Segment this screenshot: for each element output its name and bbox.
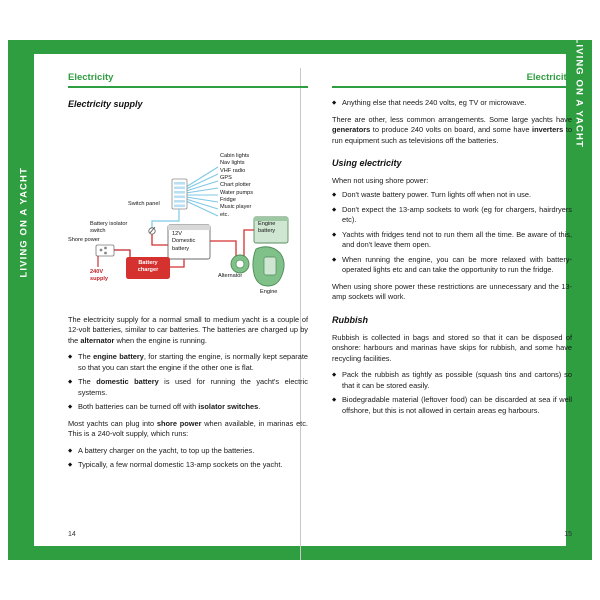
running-head-left: Electricity <box>68 72 114 83</box>
list-item: ◆ The engine battery, for starting the engine, is normally kept separate so that you can start the engine if the other one is flat. <box>68 352 308 373</box>
page-number-right: 15 <box>564 531 572 538</box>
list-item: ◆ Pack the rubbish as tightly as possible (squash tins and cartons) so that it can be stored easily. <box>332 370 572 391</box>
list-item: ◆ Typically, a few normal domestic 13-amp sockets on the yacht. <box>68 460 308 471</box>
list-item: ◆ Anything else that needs 240 volts, eg TV or microwave. <box>332 98 572 109</box>
diagram-label-appliances: Cabin lights Nav lights VHF radio GPS Chart plotter Water pumps Fridge Music player etc. <box>220 152 254 218</box>
list-item: ◆ Yachts with fridges tend not to run them all the time. Be aware of this, and don't leave them open. <box>332 230 572 251</box>
paragraph-generators-inverters: There are other, less common arrangements. Some large yachts have generators to produce 240 volts on board, and some have inverters to run equipment such as televisions off the batteries. <box>332 114 572 145</box>
section-title-electricity-supply: Electricity supply <box>68 99 143 109</box>
paragraph-shore-power: Most yachts can plug into shore power when available, in marinas etc. This is a 240-volt supply, which runs: <box>68 418 308 439</box>
left-page-body <box>68 98 308 477</box>
running-head-right: Electricity <box>526 72 572 83</box>
diagram-label-switch-panel: Switch panel <box>128 200 160 207</box>
diagram-label-shore-power: Shore power <box>68 236 100 243</box>
diagram-label-alternator: Alternator <box>218 272 243 279</box>
bullet-list-using-electricity <box>332 190 572 276</box>
side-tab-right-label: LIVING ON A YACHT <box>573 37 585 148</box>
bullet-list-shore-power-runs <box>68 446 308 471</box>
side-tab-left-label: LIVING ON A YACHT <box>18 167 30 278</box>
paragraph-not-using-shore-power: When not using shore power: <box>332 175 429 185</box>
diagram-label-battery-charger: Battery charger <box>137 259 159 274</box>
list-item: ◆ A battery charger on the yacht, to top up the batteries. <box>68 446 308 457</box>
list-item: ◆ The domestic battery is used for running the yacht's electric systems. <box>68 377 308 398</box>
section-title-using-electricity: Using electricity <box>332 158 402 169</box>
list-item: ◆ When running the engine, you can be more relaxed with battery-operated lights etc and can take the opportunity to run the fridge. <box>332 255 572 276</box>
diagram-label-engine: Engine <box>260 288 278 295</box>
green-frame <box>8 37 592 560</box>
bullet-list-continued <box>332 98 572 109</box>
paragraph-shore-power-restrictions: When using shore power these restrictions are unnecessary and the 13-amp sockets will work. <box>332 281 572 302</box>
right-page-body <box>332 98 572 422</box>
electricity-supply-diagram <box>68 117 308 309</box>
bullet-list-rubbish <box>332 370 572 416</box>
list-item: ◆ Biodegradable material (leftover food) can be discarded at sea if well offshore, but this is not allowed in certain areas eg harbours. <box>332 395 572 416</box>
header-rule-right <box>332 86 572 88</box>
list-item: ◆ Don't waste battery power. Turn lights off when not in use. <box>332 190 572 201</box>
diagram-label-240v-supply: 240V supply <box>90 268 109 283</box>
list-item: ◆ Don't expect the 13-amp sockets to work (eg for chargers, hairdryers etc). <box>332 205 572 226</box>
side-tab-left <box>8 40 34 560</box>
paragraph-supply-overview: The electricity supply for a normal small to medium yacht is a couple of 12-volt batteries, similar to car batteries. The batteries are charged up by the alternator when the engine is running. <box>68 314 308 345</box>
page-paper <box>34 54 572 546</box>
header-rule-left <box>68 86 308 88</box>
diagram-label-engine-battery: Engine battery <box>258 220 276 235</box>
bullet-list-batteries <box>68 352 308 413</box>
diagram-label-domestic-battery: 12V Domestic battery <box>172 230 196 252</box>
section-title-rubbish: Rubbish <box>332 314 368 325</box>
paragraph-rubbish: Rubbish is collected in bags and stored so that it can be disposed of onshore: harbours and marinas have skips for rubbish, and some have recycling facilities. <box>332 332 572 363</box>
list-item: ◆ Both batteries can be turned off with isolator switches. <box>68 402 308 413</box>
page-number-left: 14 <box>68 531 76 538</box>
diagram-label-battery-isolator-switch: Battery isolator switch <box>90 220 128 235</box>
